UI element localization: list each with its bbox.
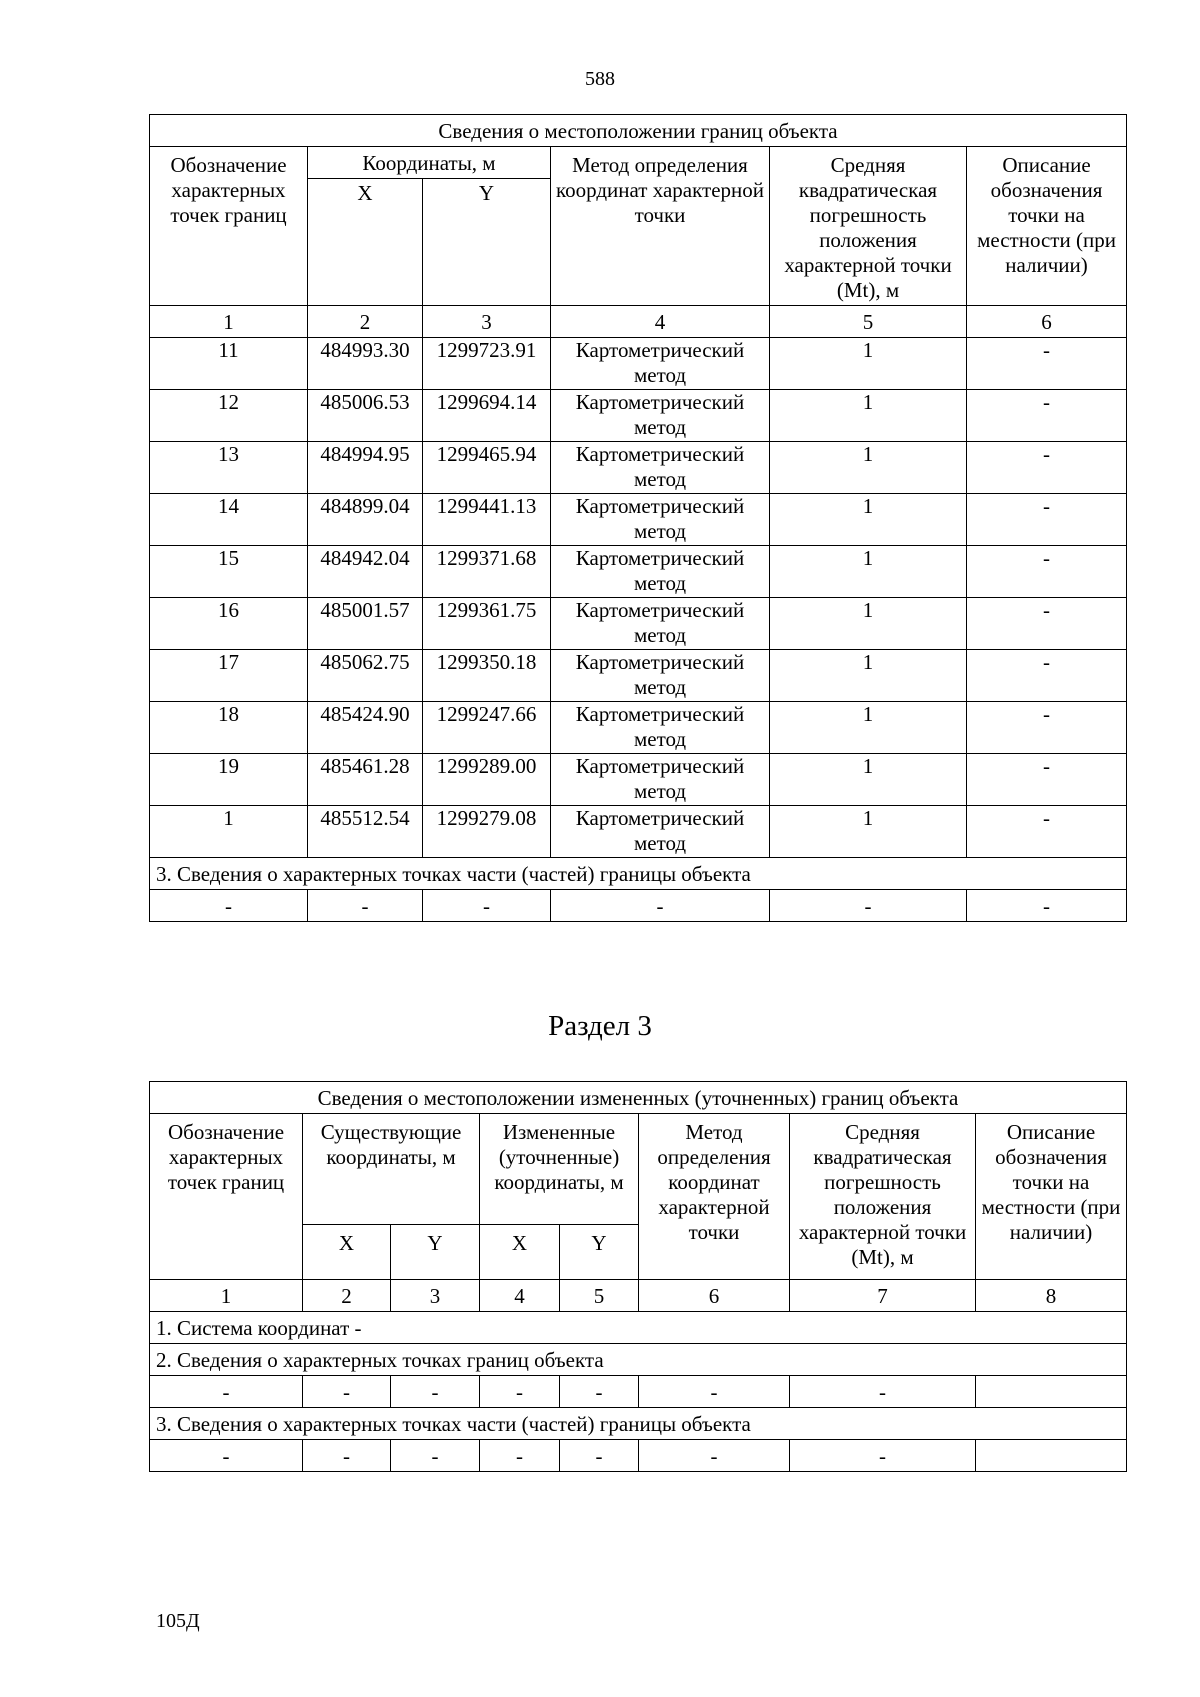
cell-method: Картометрический метод	[551, 806, 770, 858]
parts-row	[150, 890, 1127, 922]
cell-error: 1	[770, 338, 967, 390]
header-x: X	[308, 179, 423, 306]
col-number: 3	[423, 306, 551, 338]
col-number: 3	[391, 1280, 480, 1312]
cell-x: 485006.53	[308, 390, 423, 442]
header-point: Обозначение характерных точек границ	[150, 1114, 303, 1280]
parts-heading: 3. Сведения о характерных точках части (частей) границы объекта	[150, 1408, 1127, 1440]
cell-x: 484994.95	[308, 442, 423, 494]
header-point: Обозначение характерных точек границ	[150, 147, 308, 306]
table-row	[150, 442, 1127, 494]
table-cell: -	[150, 1440, 303, 1472]
header-existing: Существующие координаты, м	[303, 1114, 480, 1225]
col-number: 6	[639, 1280, 790, 1312]
cell-point: 13	[150, 442, 308, 494]
col-number: 2	[303, 1280, 391, 1312]
table-row	[150, 546, 1127, 598]
header-method: Метод определения координат характерной точки	[551, 147, 770, 306]
table-row	[150, 598, 1127, 650]
table-cell: -	[480, 1376, 560, 1408]
table-cell: -	[423, 890, 551, 922]
header-description: Описание обозначения точки на местности (при наличии)	[976, 1114, 1127, 1280]
cell-method: Картометрический метод	[551, 494, 770, 546]
cell-description: -	[967, 390, 1127, 442]
table-row	[150, 338, 1127, 390]
table-row	[150, 702, 1127, 754]
cell-point: 14	[150, 494, 308, 546]
table-cell: -	[770, 890, 967, 922]
table-row	[150, 806, 1127, 858]
table-cell: -	[551, 890, 770, 922]
cell-error: 1	[770, 494, 967, 546]
cell-error: 1	[770, 390, 967, 442]
boundary-row	[150, 1376, 1127, 1408]
cell-y: 1299371.68	[423, 546, 551, 598]
col-number: 1	[150, 1280, 303, 1312]
cell-method: Картометрический метод	[551, 338, 770, 390]
col-number: 2	[308, 306, 423, 338]
col-number: 5	[770, 306, 967, 338]
table-row	[150, 754, 1127, 806]
header-changed: Измененные (уточненные) координаты, м	[480, 1114, 639, 1225]
col-number: 6	[967, 306, 1127, 338]
cell-x: 484993.30	[308, 338, 423, 390]
parts-heading: 3. Сведения о характерных точках части (частей) границы объекта	[150, 858, 1127, 890]
table-title: Сведения о местоположении измененных (уточненных) границ объекта	[150, 1082, 1127, 1114]
table-cell: -	[150, 890, 308, 922]
cell-point: 15	[150, 546, 308, 598]
cell-method: Картометрический метод	[551, 598, 770, 650]
header-existing-y: Y	[391, 1225, 480, 1280]
changed-boundary-table	[149, 1081, 1127, 1472]
cell-point: 19	[150, 754, 308, 806]
cell-y: 1299694.14	[423, 390, 551, 442]
table-cell: -	[480, 1440, 560, 1472]
cell-x: 485512.54	[308, 806, 423, 858]
header-error: Средняя квадратическая погрешность положения характерной точки (Mt), м	[770, 147, 967, 306]
cell-description: -	[967, 546, 1127, 598]
header-description: Описание обозначения точки на местности (при наличии)	[967, 147, 1127, 306]
header-coords: Координаты, м	[308, 147, 551, 179]
cell-y: 1299465.94	[423, 442, 551, 494]
header-existing-x: X	[303, 1225, 391, 1280]
table-cell: -	[150, 1376, 303, 1408]
cell-error: 1	[770, 754, 967, 806]
cell-description: -	[967, 494, 1127, 546]
column-numbers	[150, 306, 1127, 338]
header-changed-y: Y	[560, 1225, 639, 1280]
table-cell: -	[391, 1440, 480, 1472]
cell-x: 485001.57	[308, 598, 423, 650]
column-numbers	[150, 1280, 1127, 1312]
cell-description: -	[967, 442, 1127, 494]
table-cell: -	[560, 1440, 639, 1472]
table-cell	[976, 1440, 1127, 1472]
table-cell: -	[790, 1440, 976, 1472]
cell-method: Картометрический метод	[551, 702, 770, 754]
col-number: 7	[790, 1280, 976, 1312]
cell-method: Картометрический метод	[551, 754, 770, 806]
table-cell: -	[308, 890, 423, 922]
cell-description: -	[967, 806, 1127, 858]
table-cell	[976, 1376, 1127, 1408]
table-row	[150, 650, 1127, 702]
page-number: 588	[585, 68, 615, 90]
cell-y: 1299361.75	[423, 598, 551, 650]
cell-description: -	[967, 338, 1127, 390]
table-row	[150, 494, 1127, 546]
cell-y: 1299350.18	[423, 650, 551, 702]
header-error: Средняя квадратическая погрешность положения характерной точки (Mt), м	[790, 1114, 976, 1280]
cell-x: 484899.04	[308, 494, 423, 546]
cell-point: 18	[150, 702, 308, 754]
cell-y: 1299723.91	[423, 338, 551, 390]
parts-row	[150, 1440, 1127, 1472]
boundary-table	[149, 114, 1127, 922]
table-cell: -	[303, 1440, 391, 1472]
table-cell: -	[303, 1376, 391, 1408]
cell-point: 12	[150, 390, 308, 442]
col-number: 4	[480, 1280, 560, 1312]
table-title: Сведения о местоположении границ объекта	[150, 115, 1127, 147]
cell-error: 1	[770, 546, 967, 598]
cell-description: -	[967, 598, 1127, 650]
header-changed-x: X	[480, 1225, 560, 1280]
cell-point: 17	[150, 650, 308, 702]
cell-point: 1	[150, 806, 308, 858]
cell-method: Картометрический метод	[551, 650, 770, 702]
table-cell: -	[560, 1376, 639, 1408]
cell-point: 16	[150, 598, 308, 650]
cell-x: 484942.04	[308, 546, 423, 598]
col-number: 1	[150, 306, 308, 338]
cell-x: 485424.90	[308, 702, 423, 754]
cell-y: 1299279.08	[423, 806, 551, 858]
cell-error: 1	[770, 806, 967, 858]
cell-method: Картометрический метод	[551, 546, 770, 598]
cell-error: 1	[770, 650, 967, 702]
cell-method: Картометрический метод	[551, 442, 770, 494]
cell-error: 1	[770, 702, 967, 754]
col-number: 5	[560, 1280, 639, 1312]
cell-description: -	[967, 702, 1127, 754]
cell-point: 11	[150, 338, 308, 390]
header-method: Метод определения координат характерной точки	[639, 1114, 790, 1280]
table-cell: -	[391, 1376, 480, 1408]
table-cell: -	[639, 1376, 790, 1408]
coord-system-heading: 1. Система координат -	[150, 1312, 1127, 1344]
cell-method: Картометрический метод	[551, 390, 770, 442]
col-number: 4	[551, 306, 770, 338]
cell-y: 1299247.66	[423, 702, 551, 754]
cell-error: 1	[770, 598, 967, 650]
table-cell: -	[639, 1440, 790, 1472]
cell-description: -	[967, 650, 1127, 702]
cell-x: 485461.28	[308, 754, 423, 806]
cell-y: 1299441.13	[423, 494, 551, 546]
footer-code: 105Д	[156, 1610, 200, 1632]
section-title: Раздел 3	[548, 1010, 652, 1042]
table-cell: -	[967, 890, 1127, 922]
cell-x: 485062.75	[308, 650, 423, 702]
table-cell: -	[790, 1376, 976, 1408]
boundary-heading: 2. Сведения о характерных точках границ объекта	[150, 1344, 1127, 1376]
cell-description: -	[967, 754, 1127, 806]
cell-y: 1299289.00	[423, 754, 551, 806]
header-y: Y	[423, 179, 551, 306]
cell-error: 1	[770, 442, 967, 494]
table-row	[150, 390, 1127, 442]
col-number: 8	[976, 1280, 1127, 1312]
